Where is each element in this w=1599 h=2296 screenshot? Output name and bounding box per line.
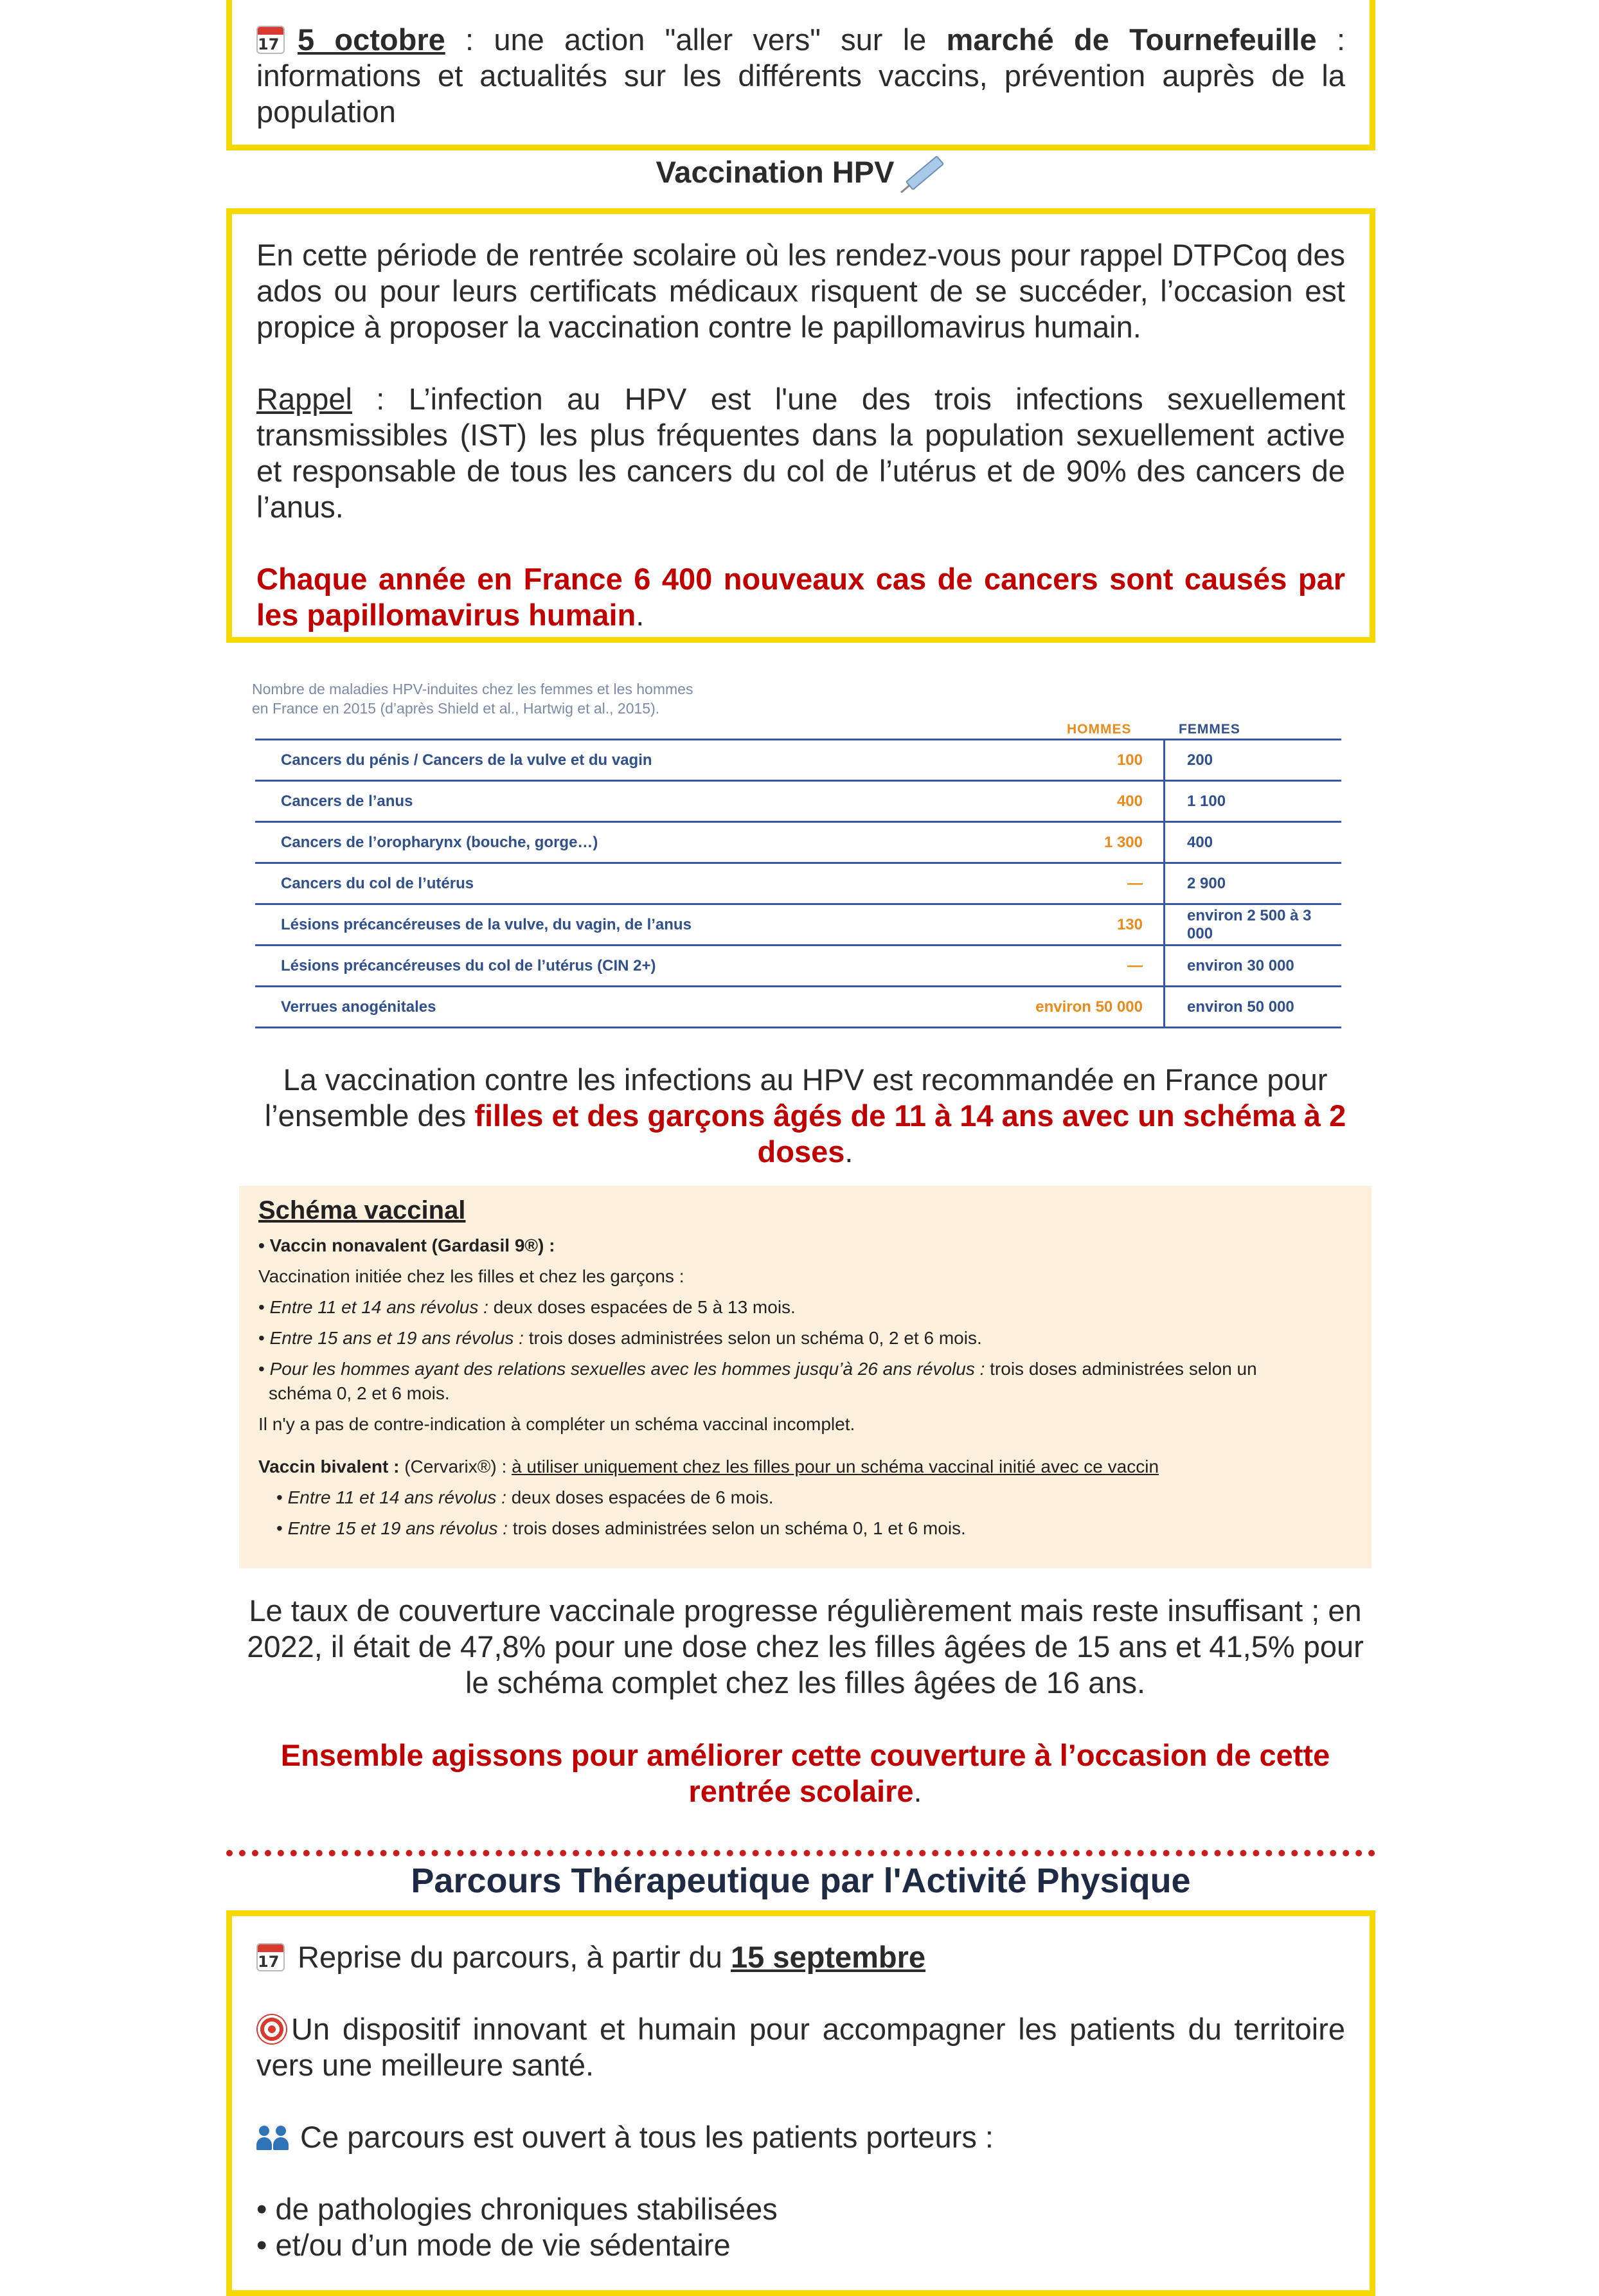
bivalent-line: Vaccin bivalent : (Cervarix®) : à utiliser uniquement chez les filles pour un schéma vaccinal initié avec ce vaccin: [258, 1457, 1159, 1476]
event-place: marché de Tournefeuille: [946, 22, 1317, 57]
section-divider: [226, 1850, 1375, 1856]
coverage-text: Le taux de couverture vaccinale progresse régulièrement mais reste insuffisant ; en 2022, il était de 47,8% pour une dose chez les filles âgées de 15 ans et 41,5% pour le schéma complet chez les filles âgées de 16 ans.: [247, 1593, 1364, 1700]
row-label: Lésions précancéreuses de la vulve, du vagin, de l’anus: [255, 904, 950, 946]
table-row: [255, 781, 1341, 822]
nonavalent-line: • Vaccin nonavalent (Gardasil 9®) :: [258, 1235, 555, 1255]
hpv-highlight: Chaque année en France 6 400 nouveaux cas de cancers sont causés par les papillomavirus humain.: [256, 562, 1345, 632]
table-row: [255, 740, 1341, 781]
men-value: 1 300: [950, 822, 1165, 863]
men-value: 130: [950, 904, 1165, 946]
schedule-item: • Entre 15 ans et 19 ans révolus : trois doses administrées selon un schéma 0, 2 et 6 mois.: [258, 1328, 982, 1348]
table-row: [255, 904, 1341, 946]
table-row: [255, 987, 1341, 1028]
recommendation-text: La vaccination contre les infections au HPV est recommandée en France pour l’ensemble des filles et des garçons âgés de 11 à 14 ans avec un schéma à 2 doses.: [264, 1063, 1346, 1169]
calendar-icon: 17: [256, 1943, 285, 1971]
table-row: [255, 863, 1341, 904]
target-icon: [256, 2014, 287, 2045]
women-value: environ 30 000: [1165, 946, 1342, 987]
row-label: Cancers du col de l’utérus: [255, 863, 950, 904]
men-value: 100: [950, 740, 1165, 781]
bullet-item: • de pathologies chroniques stabilisées: [256, 2192, 778, 2226]
event-box-october: [226, 0, 1375, 150]
hpv-rappel: Rappel : L’infection au HPV est l'une des trois infections sexuellement transmissibles (IST) les plus fréquentes dans la population sexuellement active et responsable de tous les cancers du col de l’utérus et de 90% des cancers de l’anus.: [256, 382, 1345, 524]
hpv-heading: Vaccination HPV: [226, 154, 1375, 190]
men-value: —: [950, 946, 1165, 987]
hpv-diseases-table: [226, 672, 1375, 1032]
row-label: Lésions précancéreuses du col de l’utérus (CIN 2+): [255, 946, 950, 987]
schedule-item: • Pour les hommes ayant des relations sexuelles avec les hommes jusqu’à 26 ans révolus : trois doses administrées selon un schéma 0, 2 et 6 mois.: [258, 1359, 1257, 1403]
schedule-title: Schéma vaccinal: [258, 1196, 466, 1224]
women-value: 1 100: [1165, 781, 1342, 822]
table-row: [255, 946, 1341, 987]
col-header-women: FEMMES: [1179, 722, 1240, 737]
men-value: environ 50 000: [950, 987, 1165, 1028]
reprise-date: 15 septembre: [731, 1940, 926, 1974]
schedule-item: • Entre 15 et 19 ans révolus : trois doses administrées selon un schéma 0, 1 et 6 mois.: [276, 1518, 966, 1538]
row-label: Cancers du pénis / Cancers de la vulve et du vagin: [255, 740, 950, 781]
hpv-intro: En cette période de rentrée scolaire où les rendez-vous pour rappel DTPCoq des ados ou pour leurs certificats médicaux risquent de se succéder, l’occasion est propice à proposer la vaccination contre le papillomavirus humain.: [256, 238, 1345, 344]
call-to-action: Ensemble agissons pour améliorer cette couverture à l’occasion de cette rentrée scolaire.: [280, 1738, 1330, 1808]
people-icon: [256, 2124, 294, 2153]
no-contraindication-line: Il n'y a pas de contre-indication à compléter un schéma vaccinal incomplet.: [258, 1414, 855, 1434]
reprise-line: 17 Reprise du parcours, à partir du 15 septembre: [258, 1940, 926, 1974]
schedule-item: • Entre 11 et 14 ans révolus : deux doses espacées de 5 à 13 mois.: [258, 1297, 796, 1317]
parcours-heading: Parcours Thérapeutique par l'Activité Physique: [411, 1861, 1191, 1900]
women-value: environ 2 500 à 3 000: [1165, 904, 1342, 946]
row-label: Cancers de l’anus: [255, 781, 950, 822]
hpv-table: [255, 739, 1341, 1028]
row-label: Verrues anogénitales: [255, 987, 950, 1028]
initiated-line: Vaccination initiée chez les filles et chez les garçons :: [258, 1266, 684, 1286]
schedule-item: • Entre 11 et 14 ans révolus : deux doses espacées de 6 mois.: [276, 1487, 774, 1507]
men-value: —: [950, 863, 1165, 904]
women-value: 2 900: [1165, 863, 1342, 904]
table-caption: Nombre de maladies HPV-induites chez les femmes et les hommes en France en 2015 (d’après Shield et al., Hartwig et al., 2015).: [252, 681, 693, 717]
women-value: 200: [1165, 740, 1342, 781]
women-value: environ 50 000: [1165, 987, 1342, 1028]
dispositif-line: Un dispositif innovant et humain pour accompagner les patients du territoire vers une meilleure santé.: [256, 2012, 1345, 2082]
bullet-item: • et/ou d’un mode de vie sédentaire: [256, 2228, 731, 2262]
hpv-info-box: [226, 208, 1375, 643]
row-label: Cancers de l’oropharynx (bouche, gorge…): [255, 822, 950, 863]
table-row: [255, 822, 1341, 863]
calendar-icon: 17: [256, 26, 285, 54]
women-value: 400: [1165, 822, 1342, 863]
syringe-icon: [906, 156, 945, 191]
ouvert-line: Ce parcours est ouvert à tous les patients porteurs :: [256, 2119, 1345, 2155]
vaccine-schedule-box: [239, 1186, 1371, 1568]
event-date: 5 octobre: [298, 22, 445, 57]
col-header-men: HOMMES: [1067, 722, 1132, 737]
event-october-text: 17 5 octobre : une action "aller vers" sur le marché de Tournefeuille : informations et actualités sur les différents vaccins, prévention auprès de la population: [256, 22, 1346, 129]
parcours-box: [226, 1910, 1375, 2296]
men-value: 400: [950, 781, 1165, 822]
